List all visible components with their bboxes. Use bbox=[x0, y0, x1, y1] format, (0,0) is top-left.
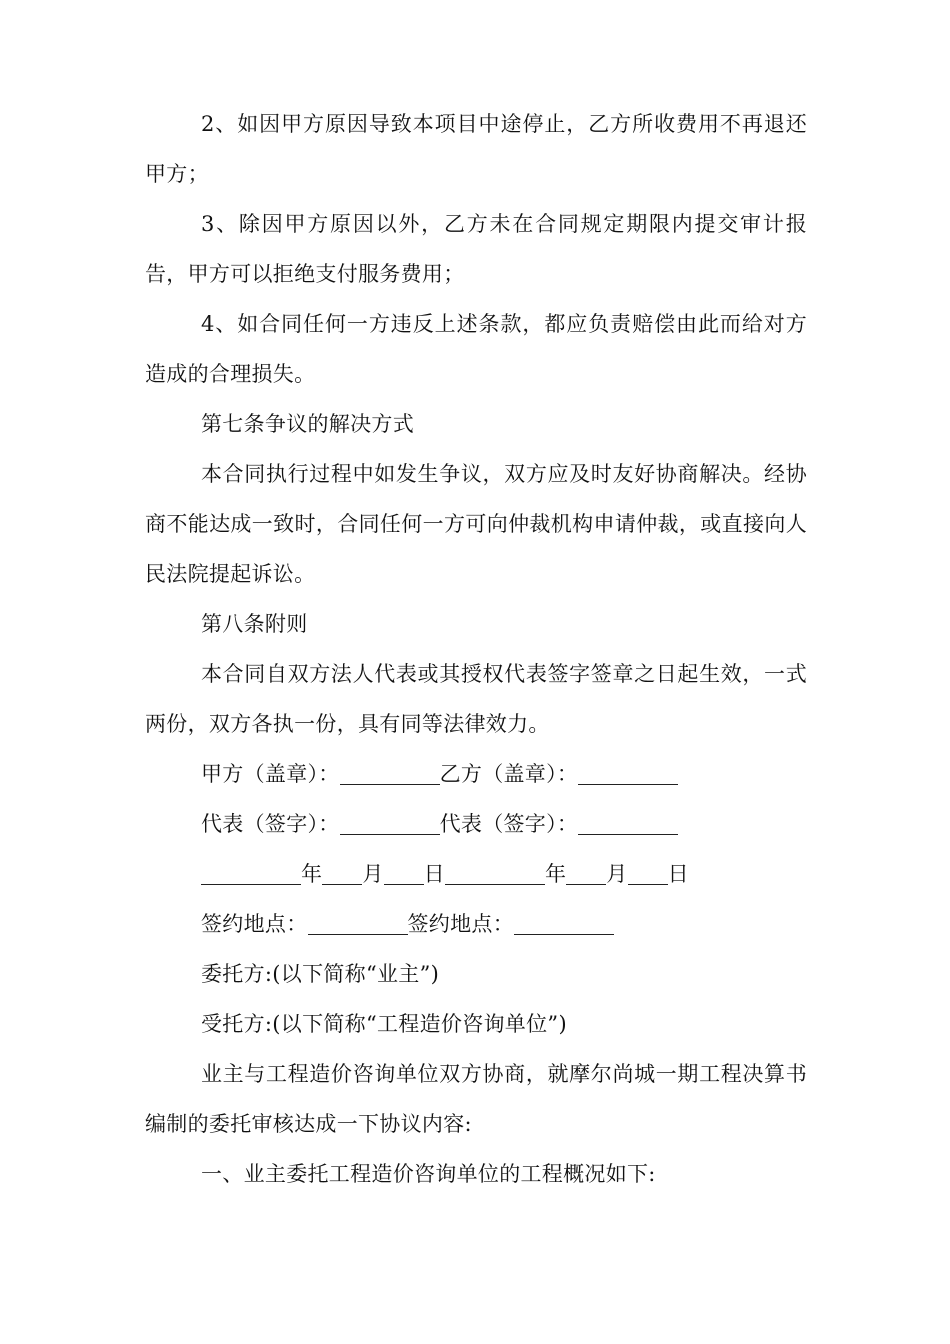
place-b-label: 签约地点： bbox=[407, 912, 514, 936]
year-a-label: 年 bbox=[301, 862, 323, 886]
place-a-label: 签约地点： bbox=[201, 912, 308, 936]
month-a-blank bbox=[322, 883, 362, 885]
month-b-label: 月 bbox=[606, 862, 628, 886]
year-b-label: 年 bbox=[544, 862, 567, 886]
place-b-blank bbox=[514, 933, 614, 935]
signing-place-line bbox=[145, 899, 807, 949]
document-body bbox=[145, 99, 807, 1199]
agreement-intro: 业主与工程造价咨询单位双方协商，就摩尔尚城一期工程决算书编制的委托审核达成一下协议内容: bbox=[145, 1062, 807, 1136]
party-a-seal-blank bbox=[340, 783, 440, 785]
seal-line bbox=[145, 749, 807, 799]
rep-a-blank bbox=[340, 833, 440, 835]
clause-4: 4、如合同任何一方违反上述条款，都应负责赔偿由此而给对方造成的合理损失。 bbox=[145, 312, 807, 386]
rep-b-label: 代表（签字）： bbox=[439, 812, 579, 836]
day-a-blank bbox=[384, 883, 424, 885]
date-line bbox=[145, 849, 807, 899]
section-1-heading: 一、业主委托工程造价咨询单位的工程概况如下: bbox=[201, 1162, 656, 1186]
party-a-seal-label: 甲方（盖章）： bbox=[201, 762, 340, 786]
rep-a-label: 代表（签字）： bbox=[201, 812, 340, 836]
client-party: 委托方:(以下简称“业主”) bbox=[201, 962, 440, 986]
clause-3: 3、除因甲方原因以外，乙方未在合同规定期限内提交审计报告，甲方可以拒绝支付服务费用； bbox=[145, 212, 807, 286]
month-b-blank bbox=[566, 883, 606, 885]
effectiveness-text: 本合同自双方法人代表或其授权代表签字签章之日起生效，一式两份，双方各执一份，具有同等法律效力。 bbox=[145, 662, 807, 736]
place-a-blank bbox=[308, 933, 408, 935]
month-a-label: 月 bbox=[362, 862, 384, 886]
rep-b-blank bbox=[578, 833, 678, 835]
clause-2: 2、如因甲方原因导致本项目中途停止，乙方所收费用不再退还甲方； bbox=[145, 112, 807, 186]
dispute-resolution-text: 本合同执行过程中如发生争议，双方应及时友好协商解决。经协商不能达成一致时，合同任何一方可向仲裁机构申请仲裁，或直接向人民法院提起诉讼。 bbox=[145, 462, 807, 586]
party-b-seal-label: 乙方（盖章）： bbox=[439, 762, 579, 786]
article-7-heading: 第七条争议的解决方式 bbox=[201, 412, 414, 436]
year-a-blank bbox=[201, 883, 301, 885]
year-b-blank bbox=[445, 883, 545, 885]
party-b-seal-blank bbox=[578, 783, 678, 785]
day-b-label: 日 bbox=[667, 862, 689, 886]
representative-line bbox=[145, 799, 807, 849]
day-b-blank bbox=[628, 883, 668, 885]
article-8-heading: 第八条附则 bbox=[201, 612, 308, 636]
day-a-label: 日 bbox=[423, 862, 445, 886]
contractor-party: 受托方:(以下简称“工程造价咨询单位”) bbox=[201, 1012, 567, 1036]
